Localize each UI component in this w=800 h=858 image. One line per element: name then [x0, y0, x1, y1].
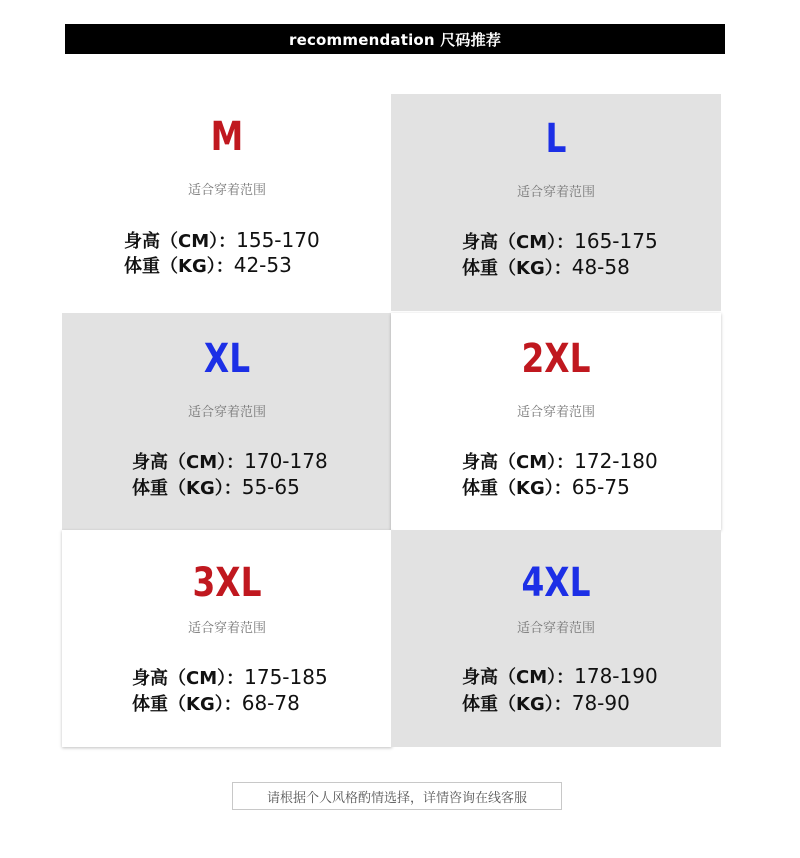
size-subtitle: 适合穿着范围 [516, 621, 595, 636]
weight-row [132, 690, 300, 718]
weight-value: 65-75 [571, 475, 630, 499]
size-label: L [545, 116, 567, 162]
weight-label: 体重（KG）： [462, 478, 572, 499]
weight-row [462, 254, 630, 282]
weight-label: 体重（KG）： [462, 258, 572, 279]
height-row [462, 663, 658, 691]
size-label: 4XL [521, 560, 591, 606]
size-card-xl [62, 313, 392, 530]
weight-label: 体重（KG）： [132, 694, 242, 715]
height-label: 身高（CM）： [132, 668, 245, 689]
weight-label: 体重（KG）： [462, 694, 572, 715]
size-card-4xl [391, 530, 721, 747]
height-value: 178-190 [574, 664, 658, 688]
size-card-2xl [391, 313, 721, 530]
height-row [132, 664, 328, 692]
weight-value: 55-65 [241, 475, 300, 499]
weight-row [132, 474, 300, 502]
size-subtitle: 适合穿着范围 [187, 183, 266, 198]
size-label: M [210, 114, 244, 160]
size-label: 2XL [521, 336, 591, 382]
weight-row [462, 474, 630, 502]
section-banner [65, 24, 725, 54]
height-label: 身高（CM）： [462, 232, 575, 253]
height-value: 165-175 [574, 229, 658, 253]
height-label: 身高（CM）： [124, 231, 237, 252]
weight-label: 体重（KG）： [124, 256, 234, 277]
height-value: 155-170 [236, 228, 320, 252]
height-label: 身高（CM）： [462, 452, 575, 473]
height-row [124, 227, 320, 255]
footer-note: 请根据个人风格酌情选择，详情咨询在线客服 [266, 790, 527, 806]
size-label: XL [203, 336, 251, 382]
height-row [462, 228, 658, 256]
size-card-3xl [62, 530, 392, 747]
size-card-l [391, 94, 721, 311]
weight-row [124, 252, 292, 280]
height-row [462, 448, 658, 476]
weight-value: 78-90 [571, 691, 630, 715]
size-subtitle: 适合穿着范围 [516, 185, 595, 200]
size-card-m [62, 94, 392, 311]
height-label: 身高（CM）： [462, 667, 575, 688]
size-subtitle: 适合穿着范围 [187, 621, 266, 636]
size-subtitle: 适合穿着范围 [187, 405, 266, 420]
size-subtitle: 适合穿着范围 [516, 405, 595, 420]
banner-title: recommendation 尺码推荐 [288, 30, 502, 49]
weight-value: 68-78 [241, 691, 300, 715]
footer-note-box [232, 782, 562, 810]
height-row [132, 448, 328, 476]
weight-label: 体重（KG）： [132, 478, 242, 499]
height-value: 170-178 [244, 449, 328, 473]
weight-value: 42-53 [233, 253, 292, 277]
weight-value: 48-58 [571, 255, 630, 279]
height-label: 身高（CM）： [132, 452, 245, 473]
weight-row [462, 690, 630, 718]
size-label: 3XL [192, 560, 262, 606]
height-value: 172-180 [574, 449, 658, 473]
height-value: 175-185 [244, 665, 328, 689]
